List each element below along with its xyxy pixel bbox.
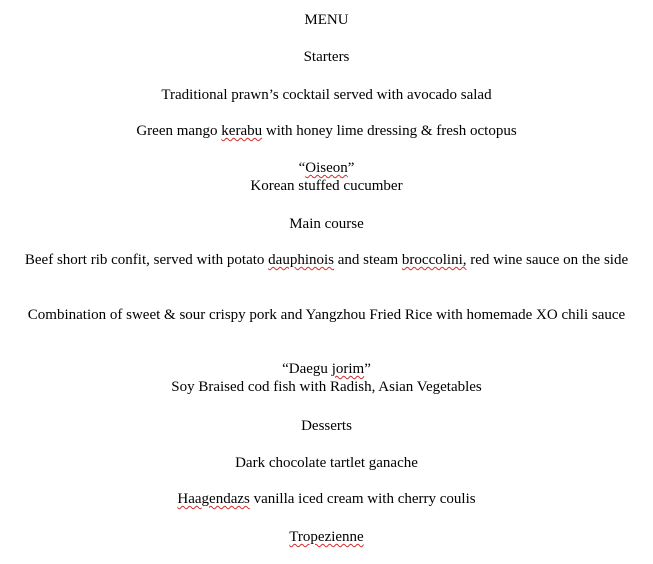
dessert-item-haagendazs — [0, 491, 653, 508]
text-run: with honey lime dressing & fresh octopus — [262, 123, 517, 139]
starter-item-oiseon-description: Korean stuffed cucumber — [250, 178, 403, 194]
desserts-heading: Desserts — [301, 418, 352, 434]
main-item-daegu-jorim-name — [0, 361, 653, 378]
open-quote: “ — [298, 160, 306, 176]
spellcheck-flagged-word[interactable]: Tropezienne — [289, 529, 364, 545]
starter-item-prawn-cocktail: Traditional prawn’s cocktail served with avocado salad — [161, 87, 492, 103]
spellcheck-flagged-word[interactable]: jorim — [331, 361, 365, 377]
text-run: red wine sauce on the side — [466, 252, 629, 268]
starter-item-green-mango — [0, 123, 653, 140]
text-run: vanilla iced cream with cherry coulis — [249, 491, 476, 507]
text-run: Green mango — [136, 123, 222, 139]
spellcheck-flagged-word[interactable]: broccolini, — [401, 252, 467, 268]
starters-heading: Starters — [303, 49, 350, 65]
main-item-daegu-jorim-description: Soy Braised cod fish with Radish, Asian Vegetables — [171, 379, 482, 395]
close-quote: ” — [347, 160, 355, 176]
main-item-sweet-sour-pork: Combination of sweet & sour crispy pork and Yangzhou Fried Rice with homemade XO chili sauce — [27, 307, 626, 323]
dessert-item-chocolate-tartlet: Dark chocolate tartlet ganache — [235, 455, 418, 471]
text-run: and steam — [334, 252, 402, 268]
spellcheck-flagged-word[interactable]: dauphinois — [268, 252, 335, 268]
text-run: Beef short rib confit, served with potato — [24, 252, 269, 268]
text-run: “Daegu — [282, 361, 332, 377]
spellcheck-flagged-word[interactable]: kerabu — [221, 123, 263, 139]
main-item-beef-short-rib — [12, 252, 641, 269]
dessert-item-tropezienne — [0, 529, 653, 546]
spellcheck-flagged-word[interactable]: Oiseon — [305, 160, 348, 176]
spellcheck-flagged-word[interactable]: Haagendazs — [177, 491, 250, 507]
starter-item-oiseon-name — [0, 160, 653, 177]
menu-title: MENU — [304, 12, 349, 28]
main-course-heading: Main course — [289, 216, 364, 232]
text-run: ” — [364, 361, 371, 377]
